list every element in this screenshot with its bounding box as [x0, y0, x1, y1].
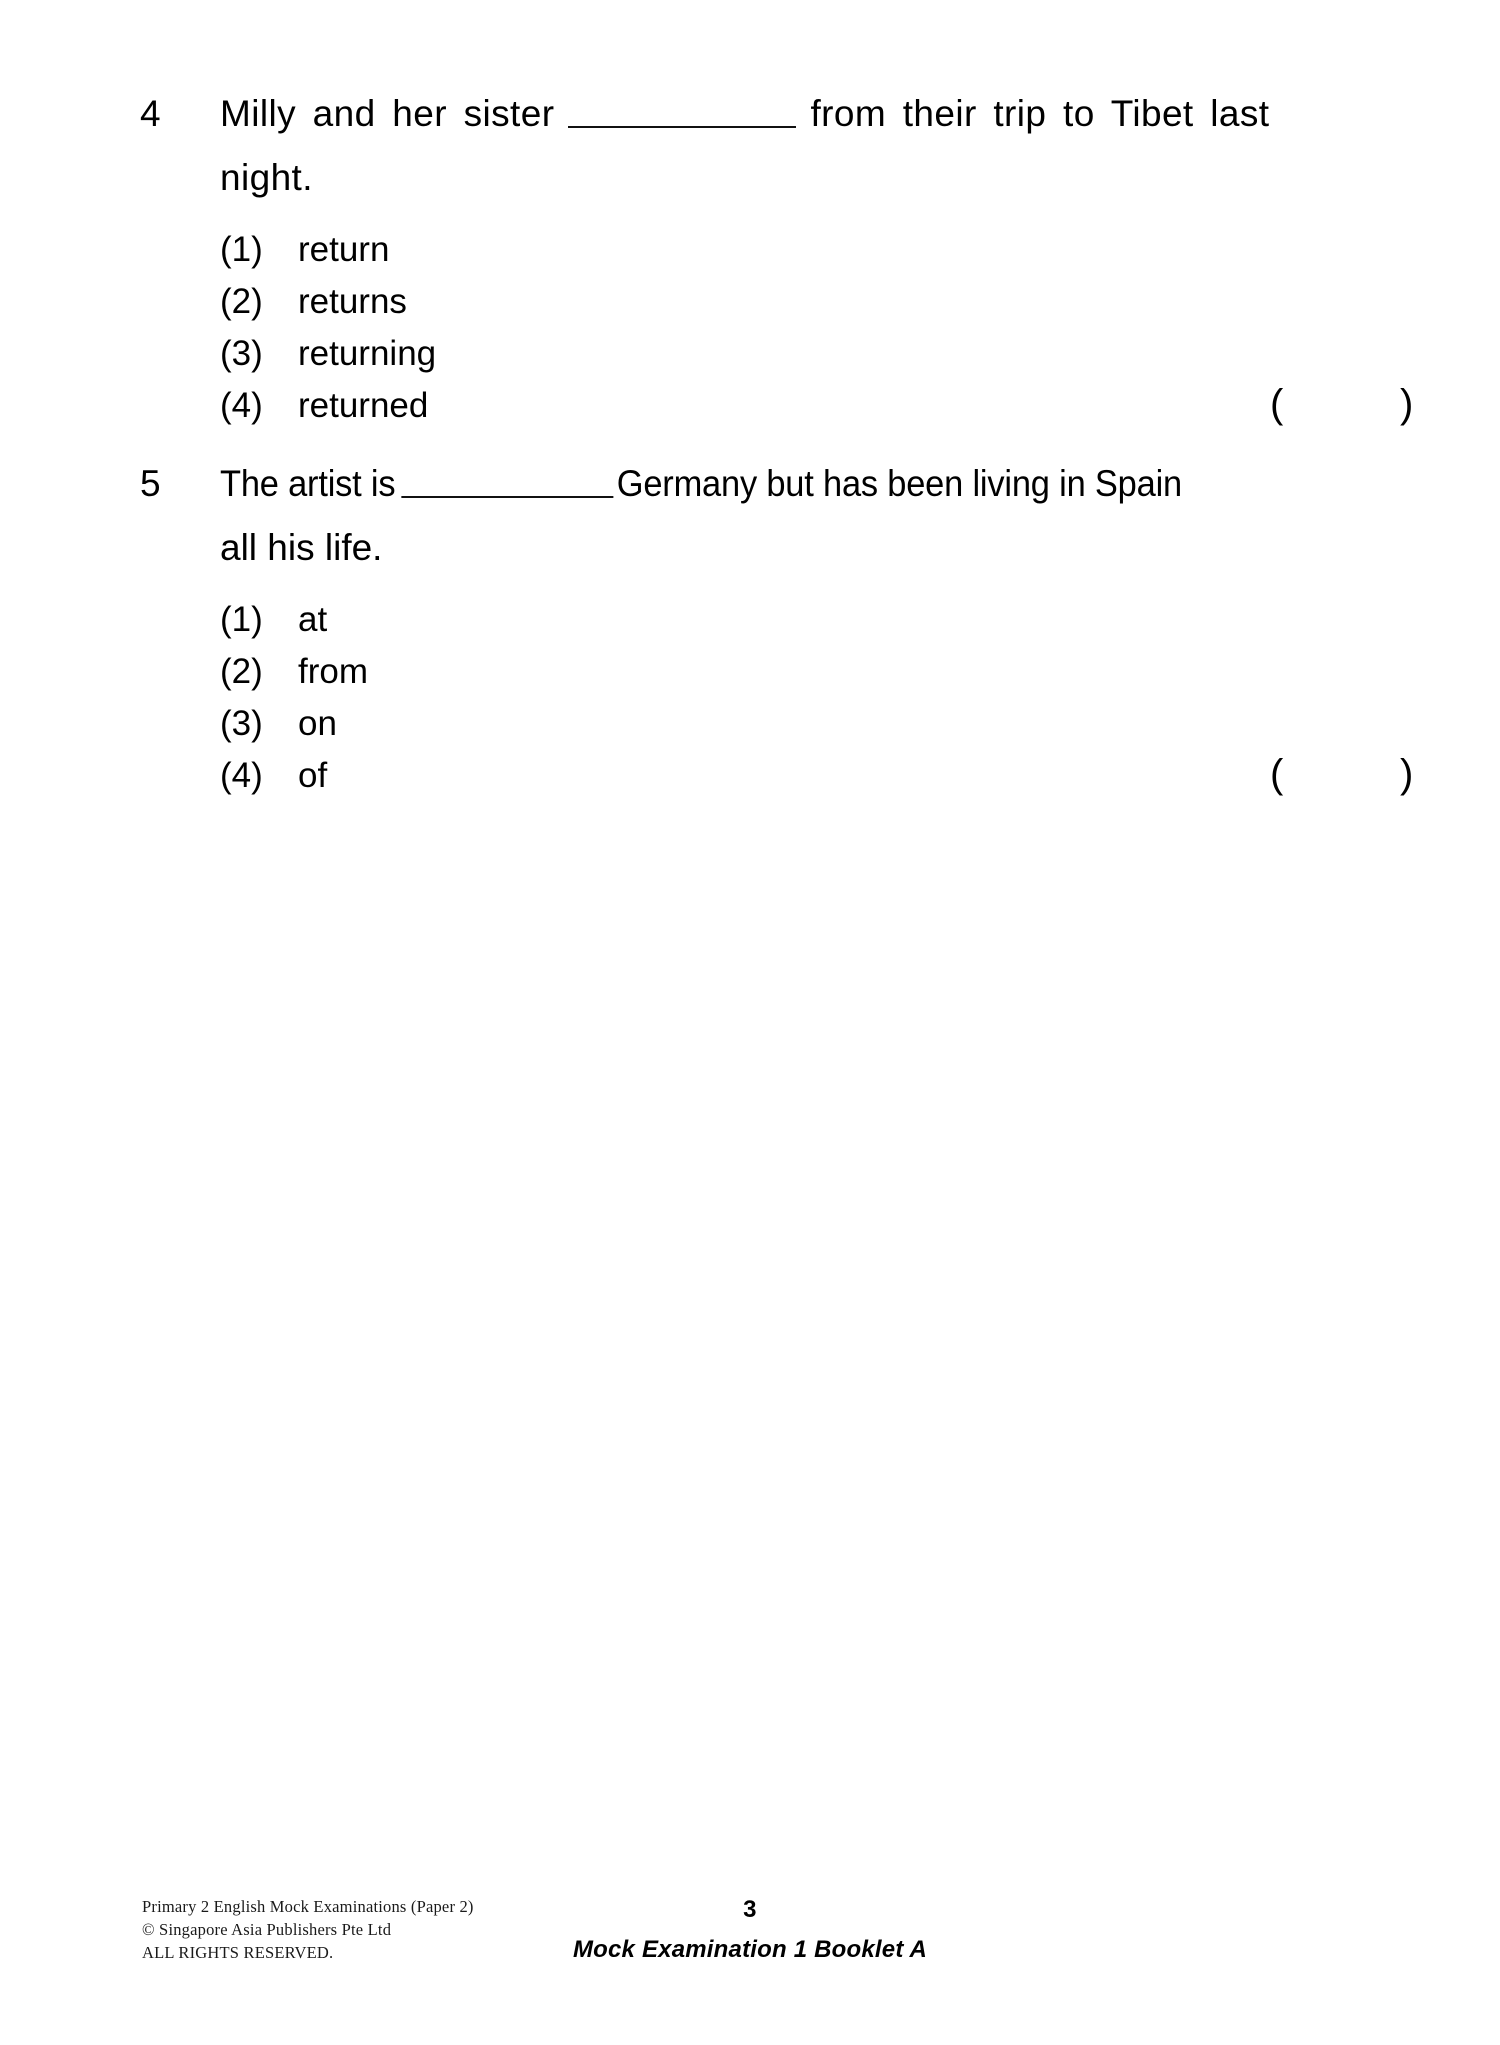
question-5-option-3[interactable] — [220, 698, 1370, 750]
option-label: return — [298, 230, 390, 269]
question-5-answer-blank — [401, 470, 613, 498]
bracket-open-paren: ( — [1270, 382, 1284, 426]
bracket-close-paren: ) — [1400, 752, 1414, 796]
option-label: returning — [298, 334, 437, 373]
question-4-option-4[interactable] — [220, 380, 1414, 432]
question-5-option-1[interactable] — [220, 594, 1370, 646]
question-4-stem-line-2: night. — [220, 157, 313, 198]
option-key: (2) — [220, 652, 263, 691]
question-5-stem-line-2: all his life. — [220, 527, 383, 568]
option-label: on — [298, 704, 337, 743]
bracket-close-paren: ) — [1400, 382, 1414, 426]
question-4-answer-bracket[interactable] — [1270, 380, 1430, 432]
question-4-stem-text-after: from their trip to Tibet last — [810, 93, 1270, 134]
question-4-option-2[interactable] — [220, 276, 1370, 328]
option-label: at — [298, 600, 328, 639]
copyright-line-2: © Singapore Asia Publishers Pte Ltd — [142, 1920, 392, 1939]
footer-center-block — [400, 1895, 1100, 1965]
option-key: (3) — [220, 704, 263, 743]
option-key: (1) — [220, 230, 263, 269]
question-4-number: 4 — [140, 93, 161, 134]
option-label: returns — [298, 282, 407, 321]
question-4-stem-text-before: Milly and her sister — [220, 93, 555, 134]
exam-booklet-label: Mock Examination 1 Booklet A — [572, 1936, 928, 1963]
copyright-line-3: ALL RIGHTS RESERVED. — [142, 1943, 334, 1962]
page-number: 3 — [743, 1896, 757, 1923]
option-key: (4) — [220, 756, 263, 795]
question-5-option-2[interactable] — [220, 646, 1370, 698]
question-4-stem — [140, 82, 1370, 146]
copyright-line-1: Primary 2 English Mock Examinations (Paper 2) — [142, 1897, 474, 1916]
question-5-stem — [140, 452, 1370, 516]
question-5-stem-text-after: Germany but has been living in Spain — [616, 463, 1182, 504]
option-label: returned — [298, 386, 429, 425]
question-block-4 — [140, 82, 1414, 432]
option-key: (2) — [220, 282, 263, 321]
option-key: (3) — [220, 334, 263, 373]
question-4-option-1[interactable] — [220, 224, 1370, 276]
question-5-options — [220, 594, 1414, 802]
question-5-number: 5 — [140, 463, 161, 504]
question-5-option-4[interactable] — [220, 750, 1414, 802]
page-footer — [0, 1895, 1500, 2015]
bracket-open-paren: ( — [1270, 752, 1284, 796]
option-label: from — [298, 652, 368, 691]
question-5-stem-text-before: The artist is — [220, 463, 396, 504]
question-4-answer-blank — [568, 100, 796, 128]
question-block-5 — [140, 452, 1414, 802]
question-5-stem-line-1 — [220, 452, 1355, 516]
question-4-stem-line-1 — [220, 82, 1370, 146]
option-key: (4) — [220, 386, 263, 425]
question-5-answer-bracket[interactable] — [1270, 750, 1430, 802]
option-key: (1) — [220, 600, 263, 639]
option-label: of — [298, 756, 328, 795]
question-4-option-3[interactable] — [220, 328, 1370, 380]
question-4-options — [220, 224, 1414, 432]
